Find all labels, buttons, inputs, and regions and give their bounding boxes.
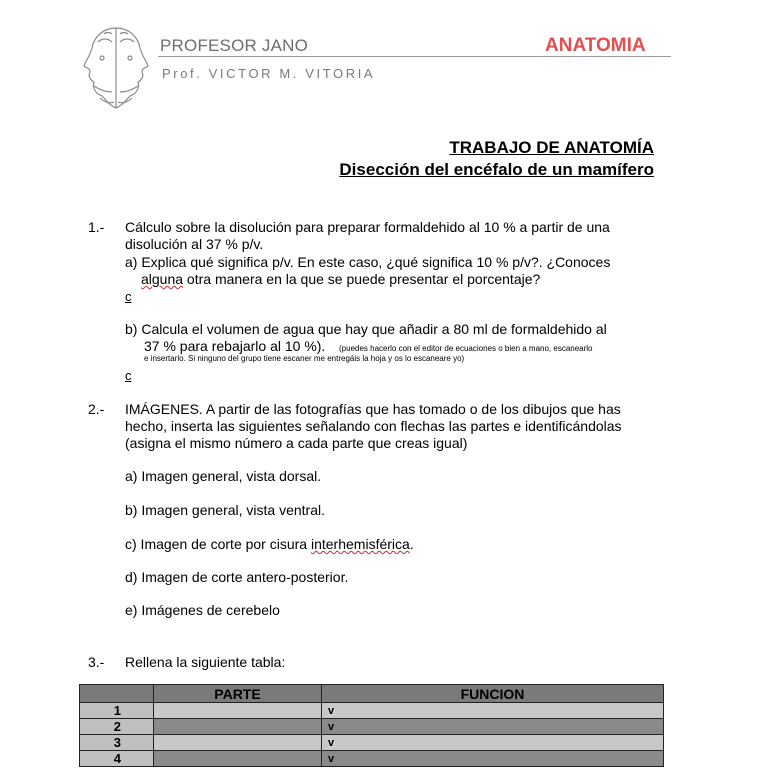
row-number: 3 (80, 735, 154, 751)
question-1b-note-line-1: (puedes hacerlo con el editor de ecuaciones o bien a mano, escanearlo (339, 344, 593, 353)
document-subtitle: Disección del encéfalo de un mamífero (339, 160, 654, 179)
row-number: 1 (80, 703, 154, 719)
answer-field-1b[interactable]: c (125, 368, 132, 383)
document-title: TRABAJO DE ANATOMÍA (449, 138, 654, 157)
parte-cell[interactable] (154, 719, 322, 735)
janus-heads-logo-icon (76, 22, 156, 114)
question-2-number: 2.- (88, 401, 105, 417)
question-1b-line-2: 37 % para rebajarlo al 10 %). (144, 338, 326, 354)
table-header-row (80, 685, 664, 703)
misspelled-word: alguna (141, 271, 184, 287)
header-subject: ANATOMIA (545, 35, 646, 56)
question-2-line-3: (asigna el mismo número a cada parte que creas igual) (125, 435, 468, 451)
question-2-line-2: hecho, inserta las siguientes señalando con flechas las partes e identificándolas (125, 418, 622, 434)
parts-function-table (79, 684, 664, 767)
table-header-parte: PARTE (154, 685, 322, 703)
table-row (80, 735, 664, 751)
question-1a-line-2-rest: otra manera en la que se puede presentar el porcentaje? (183, 271, 541, 287)
misspelled-word: interhemisférica (310, 536, 410, 552)
table-header-number (80, 685, 154, 703)
parte-cell[interactable] (154, 703, 322, 719)
row-number: 2 (80, 719, 154, 735)
question-3-text: Rellena la siguiente tabla: (125, 654, 286, 670)
parte-cell[interactable] (154, 735, 322, 751)
header-professor: Prof. VICTOR M. VITORIA (162, 66, 376, 81)
question-1-number: 1.- (88, 219, 105, 235)
table-header-funcion: FUNCION (322, 685, 664, 703)
row-number: 4 (80, 751, 154, 767)
question-1-line-2: disolución al 37 % p/v. (125, 236, 264, 252)
table-row (80, 751, 664, 767)
question-1-line-1: Cálculo sobre la disolución para preparar formaldehido al 10 % a partir de una (125, 219, 610, 235)
question-2-item-c (125, 536, 414, 553)
funcion-cell[interactable]: v (322, 751, 664, 767)
question-2-item-c-text: c) Imagen de corte por cisura (125, 536, 311, 552)
question-1b-line-1: b) Calcula el volumen de agua que hay que añadir a 80 ml de formaldehido al (125, 321, 607, 337)
parte-cell[interactable] (154, 751, 322, 767)
header-author-name: PROFESOR JANO (160, 36, 309, 55)
question-3-number: 3.- (88, 654, 105, 670)
funcion-cell[interactable]: v (322, 703, 664, 719)
funcion-cell[interactable]: v (322, 719, 664, 735)
question-2-item-c-end: . (409, 536, 414, 552)
question-2-item-a: a) Imagen general, vista dorsal. (125, 468, 322, 484)
question-2-item-e: e) Imágenes de cerebelo (125, 602, 280, 618)
question-2-item-d: d) Imagen de corte antero-posterior. (125, 569, 349, 585)
question-2-item-b: b) Imagen general, vista ventral. (125, 502, 325, 518)
question-1b-note-line-2: e insertarlo. Si ninguno del grupo tiene escaner me entregáis la hoja y os lo escaneare yo) (144, 354, 465, 363)
answer-field-1a[interactable]: c (125, 289, 132, 304)
table-row (80, 719, 664, 735)
table-row (80, 703, 664, 719)
question-1a-line-2 (141, 271, 540, 288)
header-divider (158, 56, 671, 57)
question-1a-line-1: a) Explica qué significa p/v. En este caso, ¿qué significa 10 % p/v?. ¿Conoces (125, 254, 611, 270)
funcion-cell[interactable]: v (322, 735, 664, 751)
question-2-line-1: IMÁGENES. A partir de las fotografías que has tomado o de los dibujos que has (125, 401, 621, 417)
